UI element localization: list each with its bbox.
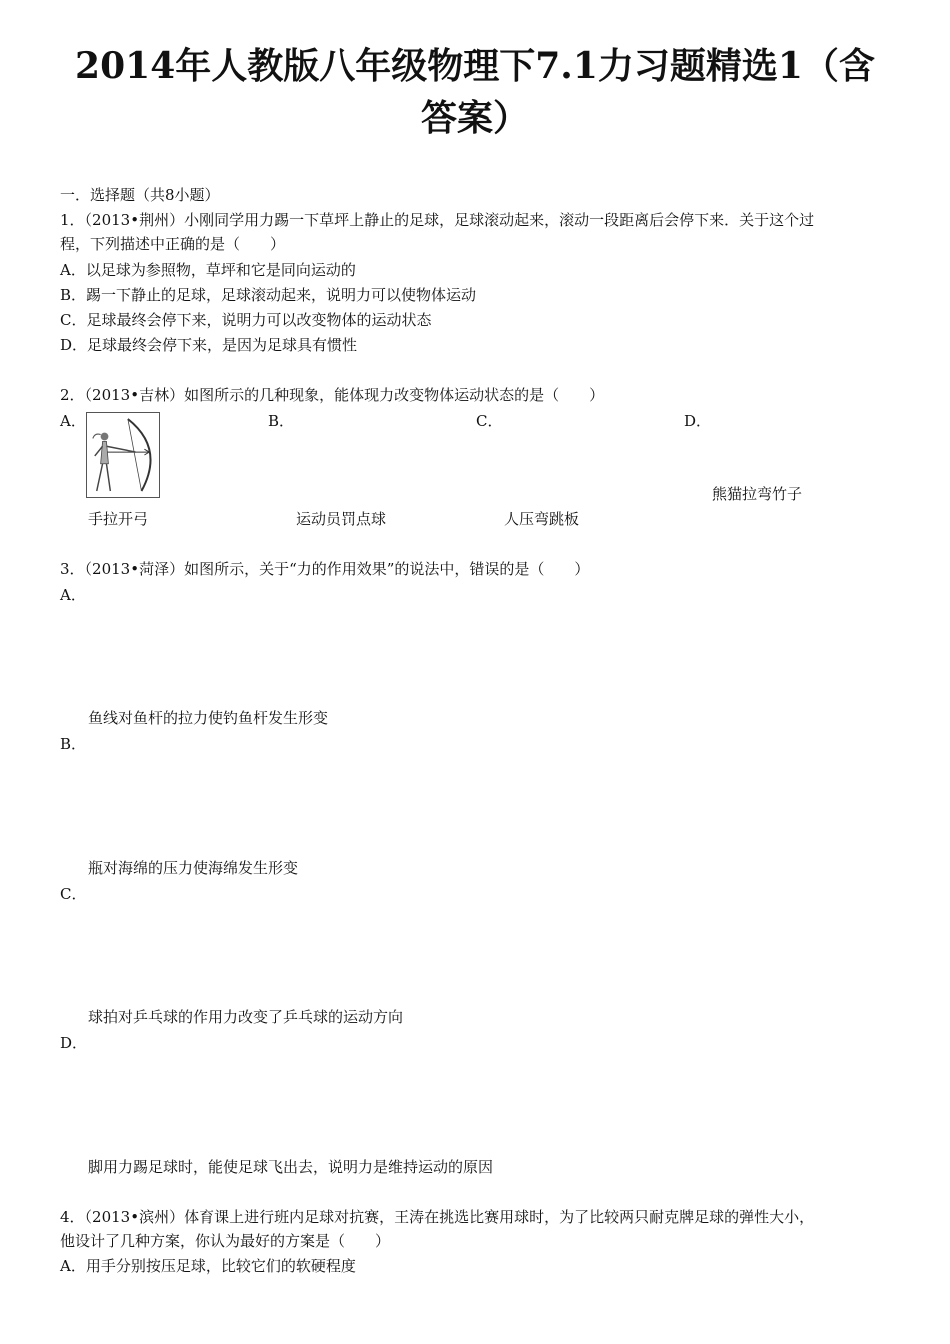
q4-option-a: A．用手分别按压足球，比较它们的软硬程度 <box>60 1257 356 1275</box>
title-line-1: 2014年人教版八年级物理下7.1力习题精选1（含 <box>75 45 875 87</box>
q3-caption-c: 球拍对乒乓球的作用力改变了乒乓球的运动方向 <box>88 1008 404 1026</box>
q3-stem: 3．（2013•菏泽）如图所示，关于“力的作用效果”的说法中，错误的是（ ） <box>60 560 590 578</box>
q2-option-a-letter: A． <box>60 412 86 430</box>
q2-option-c-letter: C． <box>476 412 503 430</box>
archer-bow-image <box>86 412 160 498</box>
document-title <box>40 40 910 144</box>
q3-caption-b: 瓶对海绵的压力使海绵发生形变 <box>88 859 299 877</box>
q1-option-c: C．足球最终会停下来，说明力可以改变物体的运动状态 <box>60 311 432 329</box>
title-line-2: 答案） <box>420 97 529 139</box>
section-heading: 一．选择题（共8小题） <box>60 186 220 204</box>
q4-stem-line-1: 4．（2013•滨州）体育课上进行班内足球对抗赛，王涛在挑选比赛用球时，为了比较两只耐克牌足球的弹性大小， <box>60 1208 815 1226</box>
q3-option-b-letter: B． <box>60 735 87 753</box>
archer-bow-drawing <box>87 413 159 497</box>
q4-stem-line-2: 他设计了几种方案，你认为最好的方案是（ ） <box>60 1232 391 1250</box>
q1-option-d: D．足球最终会停下来，是因为足球具有惯性 <box>60 336 358 354</box>
q2-caption-b: 运动员罚点球 <box>296 510 387 528</box>
q2-option-b-letter: B． <box>268 412 295 430</box>
q3-caption-d: 脚用力踢足球时，能使足球飞出去，说明力是维持运动的原因 <box>88 1158 494 1176</box>
q3-option-c-letter: C． <box>60 885 87 903</box>
q3-caption-a: 鱼线对鱼杆的拉力使钓鱼杆发生形变 <box>88 709 329 727</box>
q2-stem: 2．（2013•吉林）如图所示的几种现象，能体现力改变物体运动状态的是（ ） <box>60 386 605 404</box>
q2-caption-c: 人压弯跳板 <box>504 510 580 528</box>
q3-option-a-letter: A． <box>60 586 86 604</box>
q2-caption-a: 手拉开弓 <box>88 510 149 528</box>
q1-stem-line-1: 1．（2013•荆州）小刚同学用力踢一下草坪上静止的足球，足球滚动起来，滚动一段距离后会停下来．关于这个过 <box>60 211 815 229</box>
q3-option-d-letter: D． <box>60 1034 88 1052</box>
q2-option-d-letter: D． <box>684 412 712 430</box>
q1-stem-line-2: 程，下列描述中正确的是（ ） <box>60 235 286 253</box>
q2-caption-d: 熊猫拉弯竹子 <box>712 485 803 503</box>
q1-option-b: B．踢一下静止的足球，足球滚动起来，说明力可以使物体运动 <box>60 286 477 304</box>
q1-option-a: A．以足球为参照物，草坪和它是同向运动的 <box>60 261 356 279</box>
